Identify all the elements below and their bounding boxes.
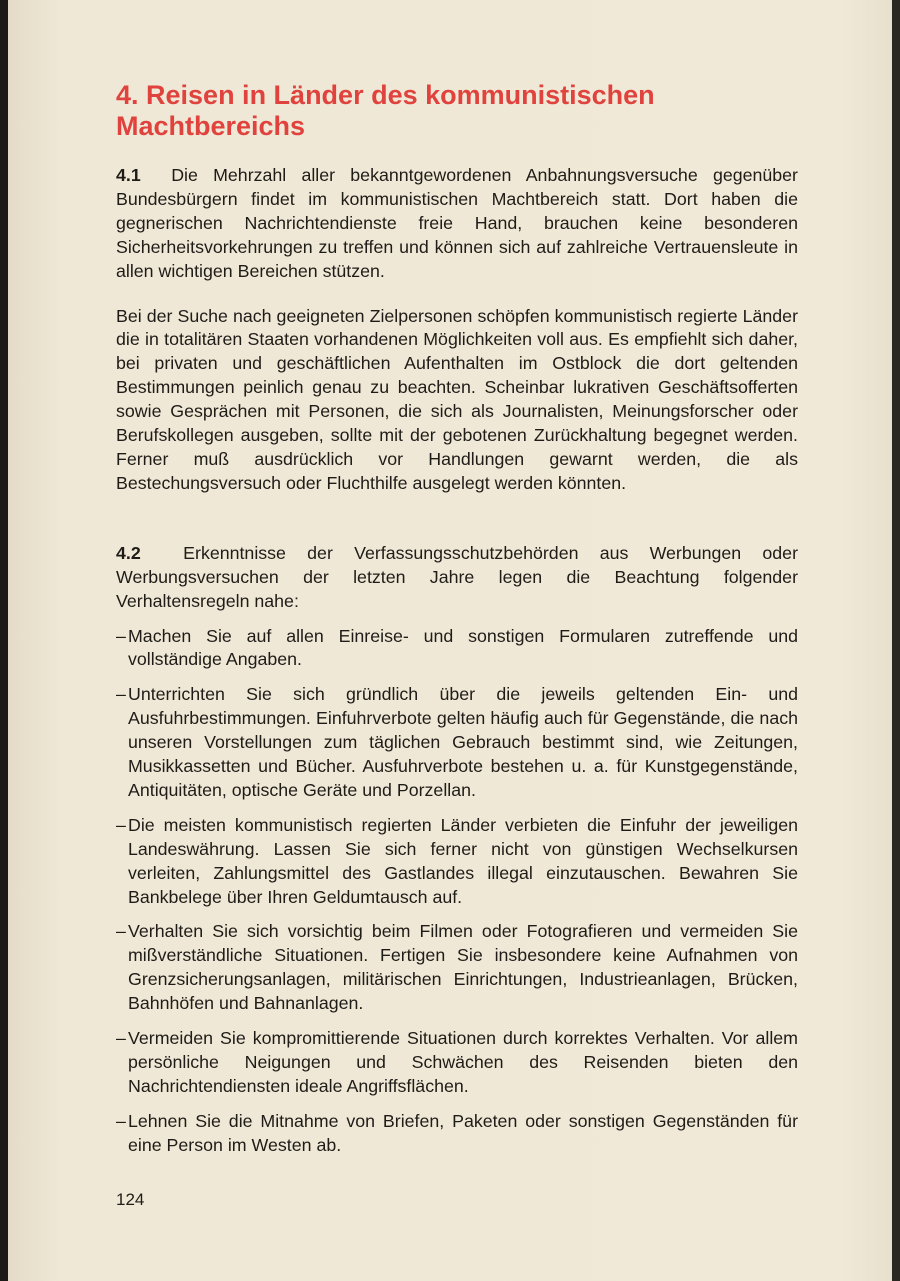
rule-text: Vermeiden Sie kompromittierende Situationen durch korrektes Verhalten. Vor allem persönliche Neigungen und Schwächen des Reisenden bieten den Nachrichtendiensten ideale Angriffsflächen. (128, 1028, 798, 1096)
dash-bullet: – (116, 1110, 126, 1131)
rule-text: Verhalten Sie sich vorsichtig beim Filmen oder Fotografieren und vermeiden Sie mißverständliche Situationen. Fertigen Sie insbesondere keine Aufnahmen von Grenzsicherungsanlagen, militärischen Einrichtungen, Industrieanlagen, Brücken, Bahnhöfen und Bahnanlagen. (128, 921, 798, 1014)
section-4-1-paragraph-1 (116, 164, 798, 284)
rule-text: Die meisten kommunistisch regierten Länder verbieten die Einfuhr der jeweiligen Landeswährung. Lassen Sie sich ferner nicht von günstigen Wechselkursen verleiten, Zahlungsmittel des Gastlandes illegal einzutauschen. Bewahren Sie Bankbelege über Ihren Geldumtausch auf. (128, 814, 798, 907)
page-body (116, 164, 798, 1169)
dash-bullet: – (116, 684, 126, 705)
conduct-rules-list (116, 625, 798, 1158)
chapter-heading-line-2: Machtbereichs (116, 111, 306, 141)
list-item (116, 1110, 798, 1158)
chapter-heading-line-1: 4. Reisen in Länder des kommunistischen (116, 80, 655, 110)
dash-bullet: – (116, 625, 126, 646)
rule-text: Lehnen Sie die Mitnahme von Briefen, Paketen oder sonstigen Gegenständen für eine Person im Westen ab. (128, 1110, 798, 1155)
rule-text: Unterrichten Sie sich gründlich über die jeweils geltenden Ein- und Ausfuhrbestimmungen. Einfuhrverbote gelten häufig auch für Gegenstände, die nach unseren Vorstellungen zum täglichen Gebrauch bestimmt sind, wie Zeitungen, Musikkassetten und Bücher. Ausfuhrverbote bestehen u. a. für Kunstgegenstände, Antiquitäten, optische Geräte und Porzellan. (128, 684, 798, 800)
dash-bullet: – (116, 921, 126, 942)
section-number-4-2: 4.2 (116, 542, 141, 563)
rule-text: Machen Sie auf allen Einreise- und sonstigen Formularen zutreffende und vollständige Angaben. (128, 625, 798, 670)
chapter-heading (116, 80, 716, 142)
section-4-2-intro-text: Erkenntnisse der Verfassungsschutzbehörden aus Werbungen oder Werbungsversuchen der letzten Jahre legen die Beachtung folgender Verhaltensregeln nahe: (116, 542, 798, 611)
list-item (116, 625, 798, 673)
list-item (116, 814, 798, 910)
page-number: 124 (116, 1190, 145, 1209)
page-edge-right (892, 0, 900, 1281)
section-4-1-paragraph-2: Bei der Suche nach geeigneten Zielpersonen schöpfen kommunistisch regierte Länder die in totalitären Staaten vorhandenen Möglichkeiten voll aus. Es empfiehlt sich daher, bei privaten und geschäftlichen Aufenthalten im Ostblock die dort geltenden Bestimmungen peinlich genau zu beachten. Scheinbar lukrativen Geschäftsofferten sowie Gesprächen mit Personen, die sich als Journalisten, Meinungsforscher oder Berufskollegen ausgeben, sollte mit der gebotenen Zurückhaltung begegnet werden. Ferner muß ausdrücklich vor Handlungen gewarnt werden, die als Bestechungsversuch oder Fluchthilfe ausgelegt werden könnten. (116, 305, 798, 493)
page-edge-left (0, 0, 8, 1281)
list-item (116, 920, 798, 1016)
list-item (116, 1027, 798, 1099)
section-4-1-text-1: Die Mehrzahl aller bekanntgewordenen Anbahnungsversuche gegenüber Bundesbürgern findet im kommunistischen Machtbereich statt. Dort haben die gegnerischen Nachrichtendienste freie Hand, brauchen keine besonderen Sicherheitsvorkehrungen zu treffen und können sich auf zahlreiche Vertrauensleute in allen wichtigen Bereichen stützen. (116, 165, 798, 281)
section-4-2-intro (116, 542, 798, 614)
dash-bullet: – (116, 814, 126, 835)
list-item (116, 683, 798, 803)
section-number-4-1: 4.1 (116, 165, 141, 185)
dash-bullet: – (116, 1028, 126, 1049)
